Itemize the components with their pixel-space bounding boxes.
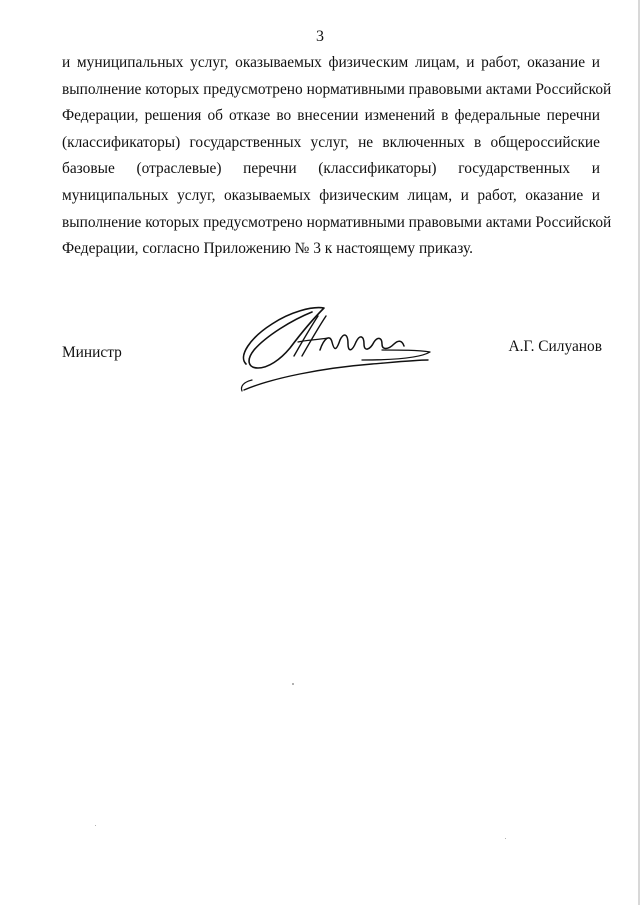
scan-speck	[505, 838, 506, 839]
paragraph-line: выполнение которых предусмотрено нормативными правовыми актами Российской	[62, 213, 612, 231]
paragraph-line: (классификаторы) государственных услуг, не включенных в общероссийские	[62, 133, 600, 151]
page-number: 3	[316, 28, 324, 45]
signer-position: Министр	[62, 344, 122, 361]
signer-name: А.Г. Силуанов	[508, 338, 602, 355]
scan-speck	[292, 683, 294, 685]
paragraph-line: Федерации, согласно Приложению № 3 к настоящему приказу.	[62, 240, 473, 258]
paragraph-line: и муниципальных услуг, оказываемых физическим лицам, и работ, оказание и	[62, 54, 600, 71]
paragraph-line: базовые (отраслевые) перечни (классификаторы) государственных и	[62, 160, 600, 178]
paragraph-line: выполнение которых предусмотрено нормативными правовыми актами Российской	[62, 80, 612, 98]
body-paragraph	[62, 50, 612, 263]
handwritten-signature	[232, 298, 442, 398]
paragraph-line: Федерации, решения об отказе во внесении изменений в федеральные перечни	[62, 107, 600, 125]
paragraph-line: муниципальных услуг, оказываемых физическим лицам, и работ, оказание и	[62, 186, 600, 204]
scan-speck	[95, 825, 96, 826]
